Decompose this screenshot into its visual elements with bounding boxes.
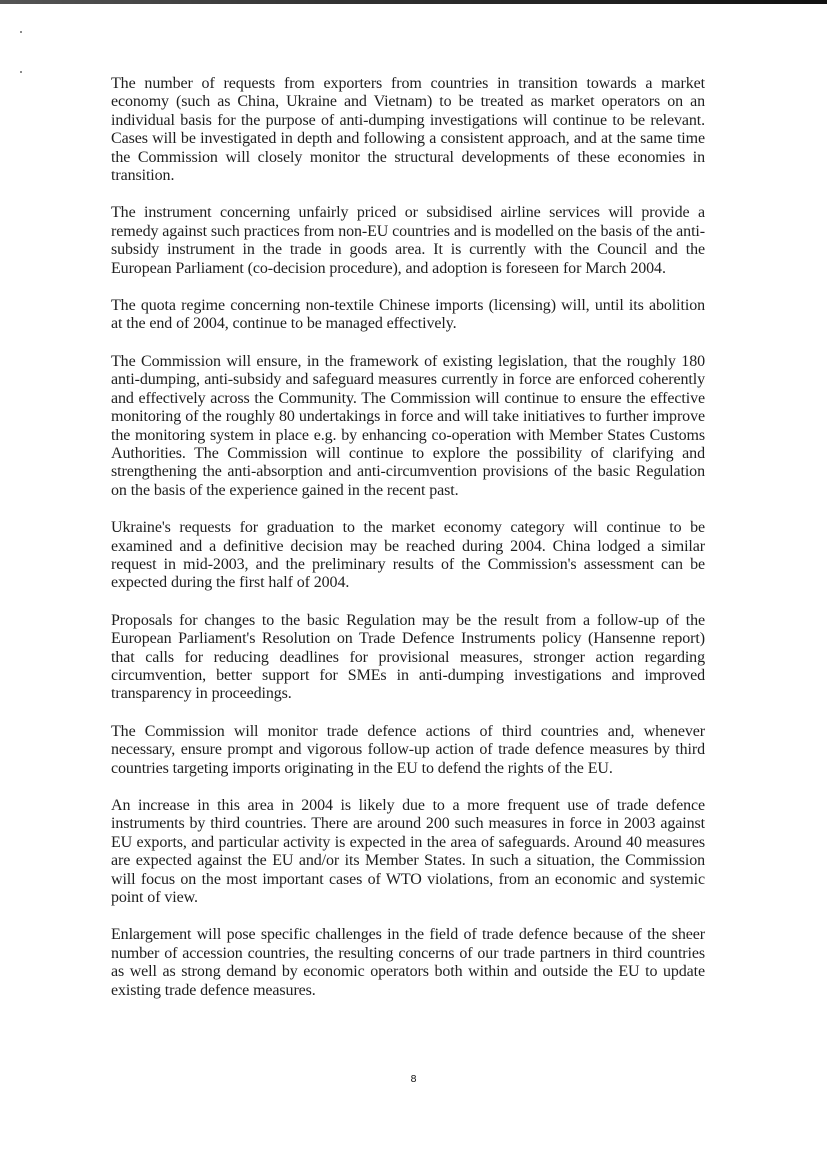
paragraph-market-operators: The number of requests from exporters from countries in transition towards a market economy (such as China, Ukraine and Vietnam) to be treated as market operators on an individual basis for the purpose of anti-dumping investigations will continue to be relevant. Cases will be investigated in depth and following a consistent approach, and at the same time the Commission will closely monitor the structural developments of these economies in transition. xyxy=(111,75,705,185)
paragraph-quota-regime: The quota regime concerning non-textile Chinese imports (licensing) will, until its abolition at the end of 2004, continue to be managed effectively. xyxy=(111,297,705,333)
paragraph-market-economy-graduation: Ukraine's requests for graduation to the market economy category will continue to be examined and a definitive decision may be reached during 2004. China lodged a similar request in mid-2003, and the preliminary results of the Commission's assessment can be expected during the first half of 2004. xyxy=(111,519,705,592)
document-body xyxy=(111,75,705,1019)
scan-top-border xyxy=(0,0,827,4)
paragraph-enlargement: Enlargement will pose specific challenges in the field of trade defence because of the sheer number of accession countries, the resulting concerns of our trade partners in third countries as well as strong demand by economic operators both within and outside the EU to update existing trade defence measures. xyxy=(111,926,705,999)
paragraph-regulation-changes: Proposals for changes to the basic Regulation may be the result from a follow-up of the European Parliament's Resolution on Trade Defence Instruments policy (Hansenne report) that calls for reducing deadlines for provisional measures, stronger action regarding circumvention, better support for SMEs in anti-dumping investigations and improved transparency in proceedings. xyxy=(111,611,705,703)
paragraph-enforcement: The Commission will ensure, in the framework of existing legislation, that the roughly 180 anti-dumping, anti-subsidy and safeguard measures currently in force are enforced coherently and effectively across the Community. The Commission will continue to ensure the effective monitoring of the roughly 80 undertakings in force and will take initiatives to further improve the monitoring system in place e.g. by enhancing co-operation with Member States Customs Authorities. The Commission will continue to explore the possibility of clarifying and strengthening the anti-absorption and anti-circumvention provisions of the basic Regulation on the basis of the experience gained in the recent past. xyxy=(111,352,705,499)
page-number: 8 xyxy=(410,1074,417,1085)
paragraph-airline-services: The instrument concerning unfairly priced or subsidised airline services will provide a remedy against such practices from non-EU countries and is modelled on the basis of the anti-subsidy instrument in the trade in goods area. It is currently with the Council and the European Parliament (co-decision procedure), and adoption is foreseen for March 2004. xyxy=(111,204,705,277)
scan-speck xyxy=(20,31,22,33)
paragraph-third-country-measures: An increase in this area in 2004 is likely due to a more frequent use of trade defence instruments by third countries. There are around 200 such measures in force in 2003 against EU exports, and particular activity is expected in the area of safeguards. Around 40 measures are expected against the EU and/or its Member States. In such a situation, the Commission will focus on the most important cases of WTO violations, from an economic and systemic point of view. xyxy=(111,797,705,907)
scan-speck xyxy=(20,71,22,73)
paragraph-third-country-monitoring: The Commission will monitor trade defence actions of third countries and, whenever necessary, ensure prompt and vigorous follow-up action of trade defence measures by third countries targeting imports originating in the EU to defend the rights of the EU. xyxy=(111,722,705,777)
